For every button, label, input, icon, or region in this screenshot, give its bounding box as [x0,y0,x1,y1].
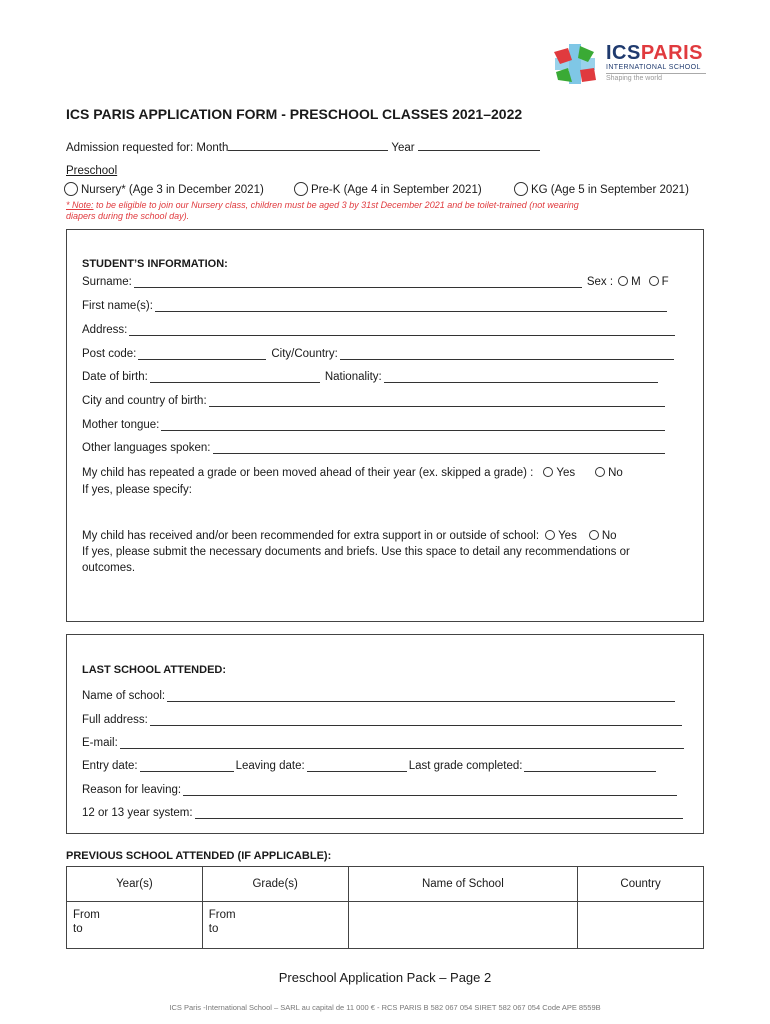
repeated-yes-label: Yes [556,467,576,479]
prek-option[interactable] [294,182,482,196]
note-line1: to be eligible to join our Nursery class, children must be aged 3 by 31st December 2021 and be toilet-trained (not wearing [93,200,579,210]
dob-row [82,371,660,383]
specify-area[interactable] [82,498,682,524]
reason-row [82,784,679,796]
entry-date-field[interactable] [140,760,234,772]
last-grade-field[interactable] [524,760,656,772]
address-field[interactable] [129,324,675,336]
table-header-row [67,867,704,902]
reason-label: Reason for leaving: [82,784,182,796]
logo-subtitle: INTERNATIONAL SCHOOL [606,64,701,71]
leaving-date-label: Leaving date: [235,760,305,772]
country-cell[interactable] [578,902,704,949]
page-title: ICS PARIS APPLICATION FORM - PRESCHOOL CLASSES 2021–2022 [66,106,523,122]
surname-field[interactable] [134,276,582,288]
repeated-no-label: No [608,467,623,479]
preschool-heading: Preschool [66,165,118,177]
kg-option[interactable] [514,182,689,196]
year-label: Year [391,142,415,154]
mother-tongue-row [82,419,667,431]
logo-divider [606,73,706,74]
support-no-label: No [601,530,617,542]
page-footer-title: Preschool Application Pack – Page 2 [278,970,492,985]
sex-f-option[interactable] [649,276,669,288]
dob-label: Date of birth: [82,371,148,383]
table-row [67,902,704,949]
school-email-field[interactable] [120,737,684,749]
mother-tongue-field[interactable] [161,419,665,431]
note-prefix: * Note: [66,200,94,210]
nursery-label: Nursery* (Age 3 in December 2021) [81,184,264,196]
repeated-yes-option[interactable] [543,467,575,479]
support-no-option[interactable] [589,530,617,542]
logo-wordmark [606,42,703,65]
birth-city-row [82,395,667,407]
grades-cell[interactable] [202,902,348,949]
logo-tagline: Shaping the world [606,75,663,82]
grades-from-label: From [208,909,236,921]
surname-row [82,276,669,288]
support-yes-radio[interactable] [545,530,555,540]
first-names-field[interactable] [155,300,667,312]
sex-m-radio[interactable] [618,276,628,286]
prek-label: Pre-K (Age 4 in September 2021) [311,184,482,196]
postcode-row [82,348,676,360]
support-details-area[interactable] [82,578,682,616]
nationality-field[interactable] [384,371,658,383]
system-field[interactable] [195,807,683,819]
col-header-years: Year(s) [67,867,203,902]
school-address-row [82,714,684,726]
support-row [82,530,617,542]
school-name-cell[interactable] [348,902,578,949]
school-email-row [82,737,686,749]
years-to-label: to [73,923,83,935]
sex-f-radio[interactable] [649,276,659,286]
if-yes-specify: If yes, please specify: [82,484,192,496]
first-names-row [82,300,669,312]
school-name-label: Name of school: [82,690,166,702]
eligibility-note [66,200,579,222]
school-name-row [82,690,677,702]
repeated-yes-radio[interactable] [543,467,553,477]
support-label: My child has received and/or been recommended for extra support in or outside of school: [82,530,540,542]
mother-tongue-label: Mother tongue: [82,419,160,431]
years-cell[interactable] [67,902,203,949]
support-instructions-2: outcomes. [82,562,136,574]
other-languages-field[interactable] [213,442,665,454]
previous-school-table [66,866,704,949]
sex-label: Sex : [586,276,614,288]
repeated-grade-label: My child has repeated a grade or been moved ahead of their year (ex. skipped a grade) : [82,467,534,479]
sex-f-label: F [661,276,669,288]
dob-field[interactable] [150,371,320,383]
school-address-field[interactable] [150,714,682,726]
admission-label: Admission requested for: [66,142,194,154]
other-languages-row [82,442,667,454]
support-no-radio[interactable] [589,530,599,540]
logo-name-paris: PARIS [640,42,703,64]
school-logo [550,42,710,86]
repeated-grade-row [82,467,623,479]
support-instructions: If yes, please submit the necessary documents and briefs. Use this space to detail any recommendations or [82,546,630,558]
system-row [82,807,685,819]
previous-school-heading: PREVIOUS SCHOOL ATTENDED (IF APPLICABLE): [66,850,332,862]
birth-city-label: City and country of birth: [82,395,207,407]
city-country-label: City/Country: [271,348,338,360]
nursery-option[interactable] [64,182,264,196]
first-names-label: First name(s): [82,300,153,312]
school-address-label: Full address: [82,714,148,726]
school-name-field[interactable] [167,690,675,702]
repeated-no-radio[interactable] [595,467,605,477]
repeated-no-option[interactable] [595,467,623,479]
student-info-heading: STUDENT’S INFORMATION: [82,258,228,270]
nursery-radio[interactable] [64,182,78,196]
prek-radio[interactable] [294,182,308,196]
leaving-date-field[interactable] [307,760,407,772]
grades-to-label: to [208,923,219,935]
year-field[interactable] [418,139,540,151]
col-header-country: Country [578,867,704,902]
kg-label: KG (Age 5 in September 2021) [531,184,689,196]
postcode-field[interactable] [138,348,266,360]
sex-m-option[interactable] [618,276,641,288]
note-line2: diapers during the school day). [66,211,190,221]
other-languages-label: Other languages spoken: [82,442,211,454]
years-from-label: From [73,909,100,921]
city-country-field[interactable] [340,348,674,360]
col-header-school-name: Name of School [348,867,578,902]
address-label: Address: [82,324,128,336]
address-row [82,324,677,336]
month-label: Month [196,142,229,154]
surname-label: Surname: [82,276,132,288]
entry-date-label: Entry date: [82,760,138,772]
col-header-grades: Grade(s) [202,867,348,902]
legal-footer: ICS Paris -International School – SARL au capital de 11 000 € - RCS PARIS B 582 067 054 SIRET 582 067 054 Code APE 8559B [169,1003,601,1012]
logo-name-ics: ICS [606,42,641,64]
birth-city-field[interactable] [209,395,665,407]
last-grade-label: Last grade completed: [408,760,523,772]
system-label: 12 or 13 year system: [82,807,193,819]
logo-mark-icon [550,42,600,86]
last-school-heading: LAST SCHOOL ATTENDED: [82,664,227,676]
month-field[interactable] [228,139,388,151]
postcode-label: Post code: [82,348,137,360]
nationality-label: Nationality: [324,371,382,383]
kg-radio[interactable] [514,182,528,196]
admission-row [66,139,540,154]
sex-m-label: M [631,276,641,288]
support-yes-label: Yes [558,530,577,542]
support-yes-option[interactable] [545,530,577,542]
dates-row [82,760,658,772]
reason-field[interactable] [183,784,677,796]
school-email-label: E-mail: [82,737,118,749]
